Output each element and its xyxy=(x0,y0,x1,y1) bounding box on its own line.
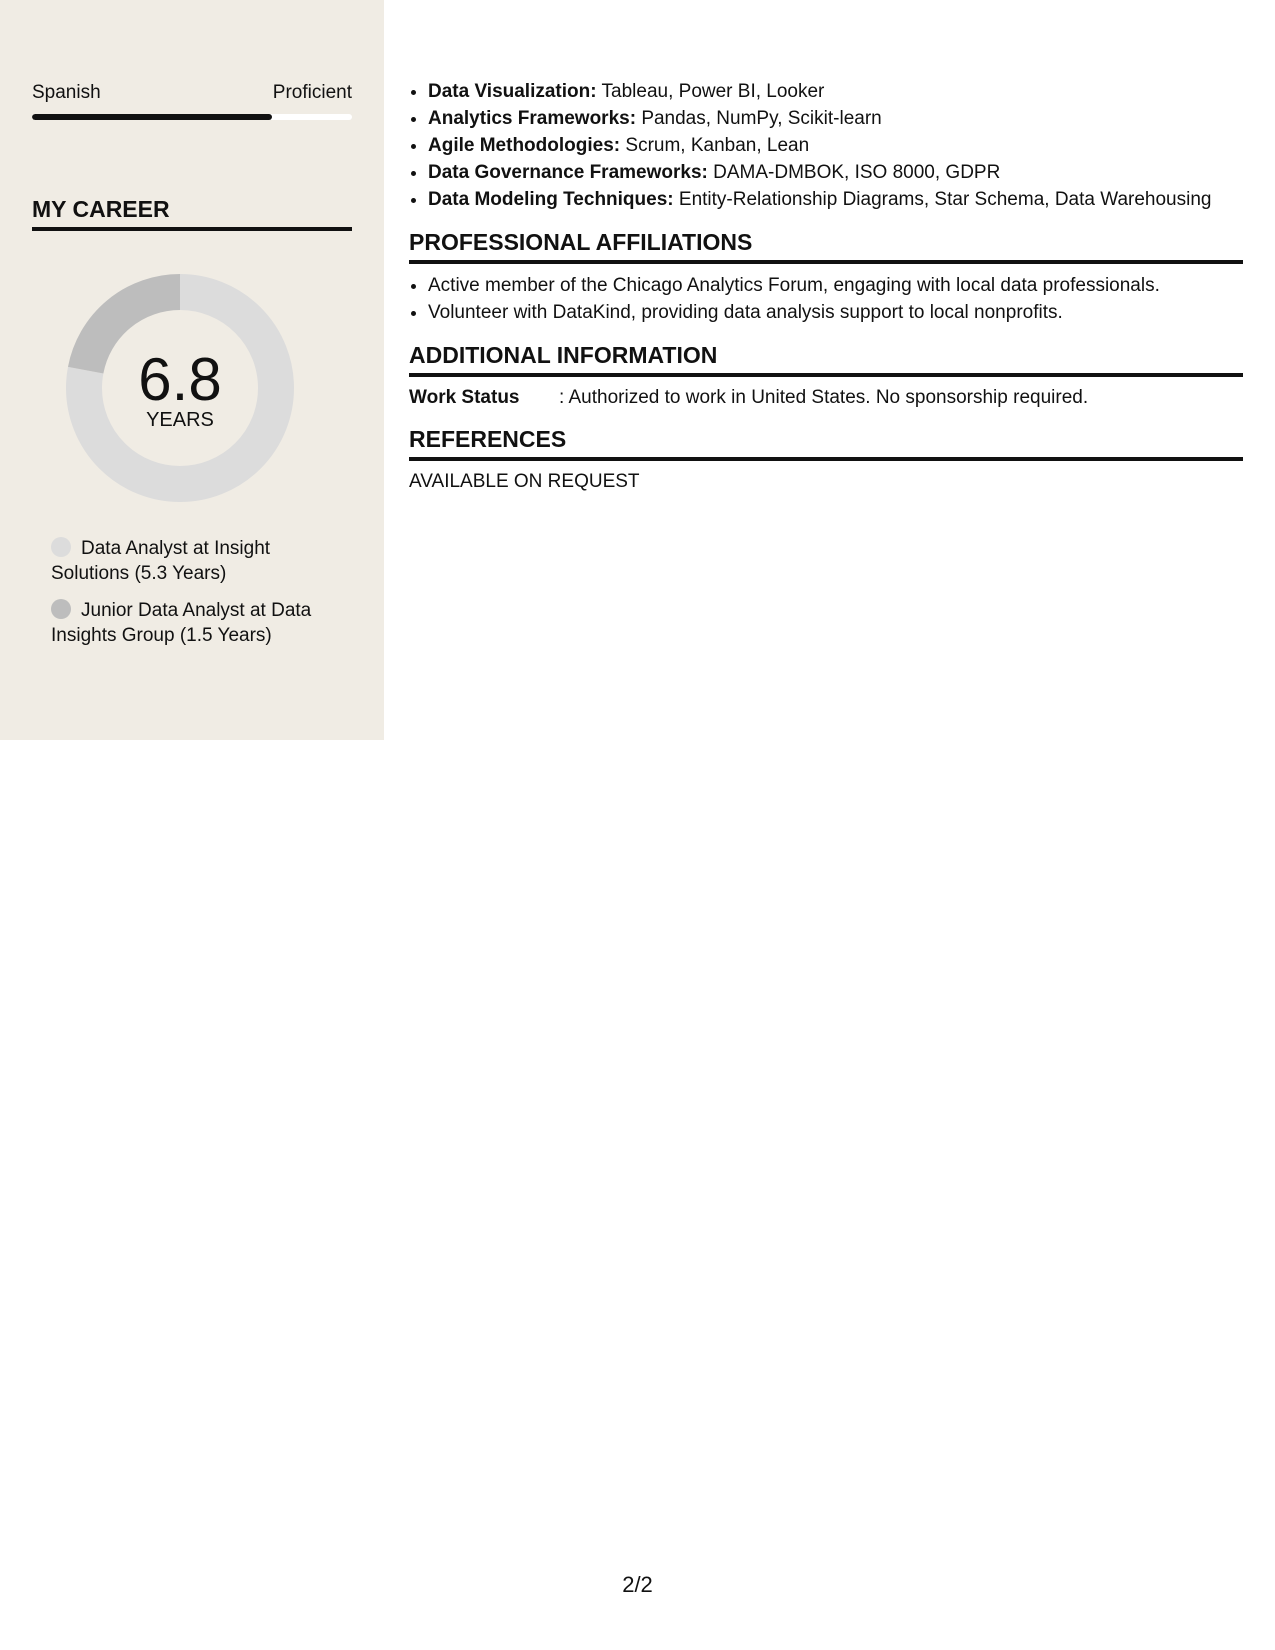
legend-dot-icon xyxy=(51,599,71,619)
skill-key: Analytics Frameworks: xyxy=(428,108,637,129)
skill-key: Data Modeling Techniques: xyxy=(428,189,674,210)
affiliation-item: • Volunteer with DataKind, providing data analysis support to local nonprofits. xyxy=(428,299,1243,326)
page-number: 2/2 xyxy=(622,1572,653,1597)
skill-value: Tableau, Power BI, Looker xyxy=(601,81,825,102)
career-heading: MY CAREER xyxy=(32,196,352,231)
sidebar xyxy=(0,0,384,740)
references-heading: REFERENCES xyxy=(409,426,1243,461)
affiliations-heading: PROFESSIONAL AFFILIATIONS xyxy=(409,229,1243,264)
skill-item xyxy=(428,186,1243,213)
work-status-row xyxy=(409,385,1243,410)
additional-info-heading: ADDITIONAL INFORMATION xyxy=(409,342,1243,377)
skill-value: Entity-Relationship Diagrams, Star Schema, Data Warehousing xyxy=(678,189,1212,210)
language-proficiency-fill xyxy=(32,114,272,120)
skill-key: Data Visualization: xyxy=(428,81,597,102)
skills-list xyxy=(409,78,1243,213)
language-level: Proficient xyxy=(272,82,352,103)
language-row xyxy=(32,82,352,106)
career-total-years: 6.8 xyxy=(138,346,222,413)
skill-value: DAMA-DMBOK, ISO 8000, GDPR xyxy=(713,162,1001,183)
work-status-key: Work Status xyxy=(409,387,520,408)
skill-value: Scrum, Kanban, Lean xyxy=(625,135,810,156)
legend-dot-icon xyxy=(51,537,71,557)
references-text: AVAILABLE ON REQUEST xyxy=(409,471,640,492)
language-name: Spanish xyxy=(32,82,101,103)
affiliations-list xyxy=(409,272,1243,326)
skill-item xyxy=(428,105,1243,132)
legend-item xyxy=(51,598,341,648)
skill-item xyxy=(428,78,1243,105)
legend-item xyxy=(51,536,341,586)
main-content xyxy=(409,78,1243,493)
language-proficiency-bar xyxy=(32,114,352,120)
career-total-unit: YEARS xyxy=(146,409,214,431)
skill-value: Pandas, NumPy, Scikit-learn xyxy=(641,108,882,129)
skill-key: Agile Methodologies: xyxy=(428,135,621,156)
career-legend xyxy=(51,536,341,660)
work-status-value: : Authorized to work in United States. No sponsorship required. xyxy=(559,387,1089,408)
skill-item xyxy=(428,159,1243,186)
skill-item xyxy=(428,132,1243,159)
legend-label: Junior Data Analyst at Data Insights Group (1.5 Years) xyxy=(51,600,312,646)
affiliation-item: • Active member of the Chicago Analytics Forum, engaging with local data professionals. xyxy=(428,272,1243,299)
legend-label: Data Analyst at Insight Solutions (5.3 Years) xyxy=(51,538,271,584)
skill-key: Data Governance Frameworks: xyxy=(428,162,708,183)
